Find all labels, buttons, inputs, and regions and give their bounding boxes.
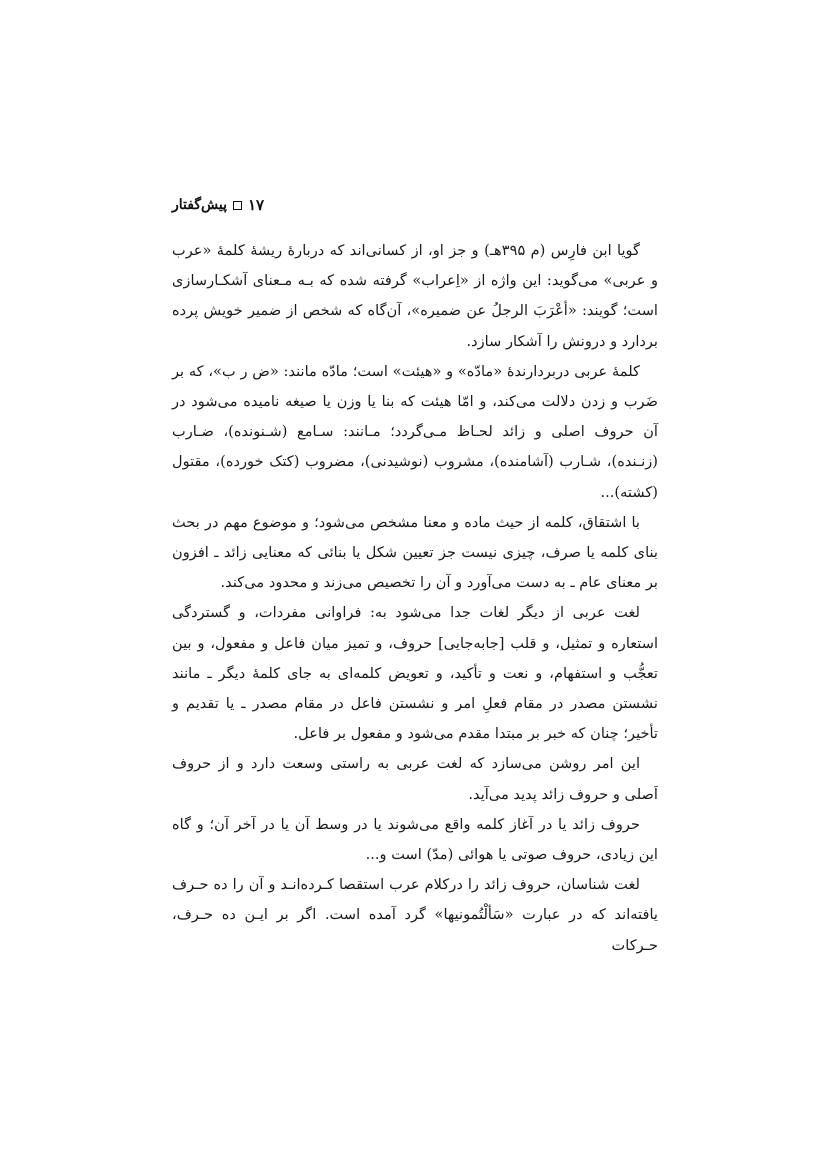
paragraph-3: با اشتقاق، کلمه از حیث ماده و معنا مشخص می‌شود؛ و موضوع مهم در بحث بنای کلمه یا صرف، چیزی نیست جز تعیین شکل یا بنائی که معنایی زائد ـ افزون بر معنای عام ـ به دست می‌آورد و آن را تخصیص می‌زند و محدود می‌کند. [172, 513, 658, 592]
paragraph-4: لغت عربی از دیگر لغات جدا می‌شود به: فراوانی مفردات، و گستردگی استعاره و تمثیل، و قلب [جابه‌جایی] حروف، و تمیز میان فاعل و مفعول، و بین تعجُّب و استفهام، و نعت و تأکید، و تعویض کلمه‌ای به جای کلمهٔ دیگر ـ مانند نشستن مصدر در مقام فعلِ امر و نشستن فاعل در مقام مصدر ـ یا تقدیم و تأخیر؛ چنان که خبر بر مبتدا مقدم می‌شود و مفعول بر فاعل. [172, 604, 658, 743]
square-ornament-icon [233, 201, 242, 210]
running-head [172, 196, 264, 214]
running-head-title: پیش‌گفتار [172, 197, 227, 213]
paragraph-7: لغت شناسان، حروف زائد را درکلام عرب استقصا کـرده‌انـد و آن را ده حـرف یافته‌اند که در عبارت «سَألْتُمونیها» گرد آمده است. اگر بر ایـن ده حـرف، حـرکات [172, 876, 658, 954]
page-number: ۱۷ [247, 196, 265, 214]
paragraph-6: حروف زائد یا در آغاز کلمه واقع می‌شوند یا در وسط آن یا در آخر آن؛ و گاه این زیادی، حروف صوتی یا هوائی (مدّ) است و... [172, 815, 658, 864]
paragraph-5: این امر روشن می‌سازد که لغت عربی به راستی وسعت دارد و از حروف اَصلی و حروف زائد پدید می‌آید. [172, 755, 658, 803]
paragraph-2: کلمهٔ عربی دربردارندهٔ «مادّه» و «هیئت» است؛ مادّه مانند: «ض ر ب»، که بر ضَرب و زدن دلالت می‌کند، و امّا هیئت که بنا یا وزن یا صیغه نامیده می‌شود در آن حروف اصلی و زائد لحـاظ مـی‌گردد؛ مـانند: سـامع (شـنونده)، ضـارب (زنـنده)، شـارب (آشامنده)، مشروب (نوشیدنی)، مضروب (کتک خورده)، مقتول (کشته)... [172, 362, 658, 501]
body-text [172, 236, 658, 961]
paragraph-1: گویا ابن فارِس (م ۳۹۵هـ) و جز او، از کسانی‌اند که دربارهٔ ریشهٔ کلمهٔ «عرب و عربی» می‌گوید: این واژه از «اِعراب» گرفته شده که بـه مـعنای آشکـارسازی است؛ گویند: «أعْرَبَ الرجلُ عن ضمیره»، آن‌گاه که شخص از ضمیر خویش پرده بردارد و درونش را آشکار سازد. [172, 242, 658, 350]
